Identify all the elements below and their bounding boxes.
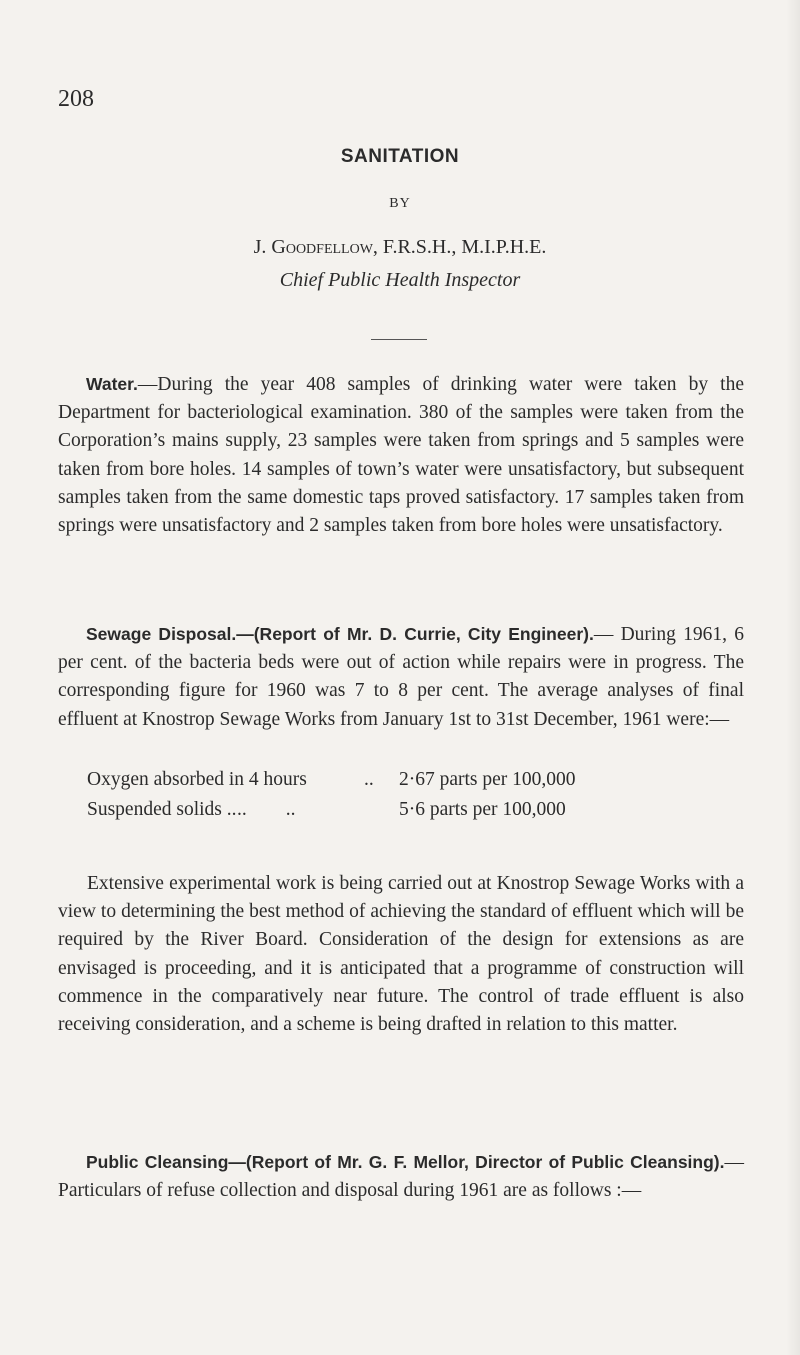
sewage-heading: Sewage Disposal.—(Report of Mr. D. Currie, City Engineer). xyxy=(86,624,594,644)
author-title: Chief Public Health Inspector xyxy=(279,269,521,291)
cleansing-text: —Particulars of refuse collection and disposal during 1961 are as follows :— xyxy=(58,1152,744,1202)
analysis-label: Suspended solids .. xyxy=(87,799,237,820)
sewage-paragraph xyxy=(58,620,744,734)
page-edge-shading xyxy=(786,0,800,1355)
analysis-leader-dots: .. .. xyxy=(237,799,296,820)
analysis-leader-dots: .. xyxy=(364,769,374,790)
extensive-paragraph: Extensive experimental work is being carried out at Knostrop Sewage Works with a view to determining the best method of achieving the standard of effluent which will be required by the River Board. Consideration of the design for extensions as are envisaged is proceeding, and it is anticipated that a programme of construction will commence in the comparatively near future. The control of trade effluent is also receiving consideration, and a scheme is being drafted in relation to this matter. xyxy=(58,873,744,1036)
title-divider xyxy=(371,339,427,340)
effluent-analysis-table xyxy=(87,765,747,825)
cleansing-heading: Public Cleansing—(Report of Mr. G. F. Mellor, Director of Public Cleansing). xyxy=(86,1152,725,1172)
water-paragraph xyxy=(58,370,744,540)
analysis-row-solids xyxy=(87,795,747,825)
author-name: J. Goodfellow, F.R.S.H., M.I.P.H.E. xyxy=(253,236,547,258)
water-text: —During the year 408 samples of drinking water were taken by the Department for bacteriological examination. 380 of the samples were taken from the Corporation’s mains supply, 23 samples were taken from springs and 5 samples were taken from bore holes. 14 samples of town’s water were unsatisfactory, but subsequent samples taken from the same domestic taps proved satisfactory. 17 samples taken from springs were unsatisfactory and 2 samples taken from bore holes were unsatisfactory. xyxy=(58,374,744,537)
byline-by: BY xyxy=(389,196,411,211)
section-title: SANITATION xyxy=(340,146,460,167)
sewage-text: — During 1961, 6 per cent. of the bacteria beds were out of action while repairs were in progress. The corresponding figure for 1960 was 7 to 8 per cent. The average analyses of final effluent at Knostrop Sewage Works from January 1st to 31st December, 1961 were:— xyxy=(58,624,745,730)
analysis-row-oxygen xyxy=(87,765,747,795)
cleansing-paragraph xyxy=(58,1148,744,1205)
page-number: 208 xyxy=(58,86,94,112)
analysis-label: Oxygen absorbed in 4 hours xyxy=(87,769,307,790)
water-heading: Water. xyxy=(86,374,138,394)
analysis-value: 5·6 parts per 100,000 xyxy=(399,799,566,820)
analysis-value: 2·67 parts per 100,000 xyxy=(399,769,576,790)
